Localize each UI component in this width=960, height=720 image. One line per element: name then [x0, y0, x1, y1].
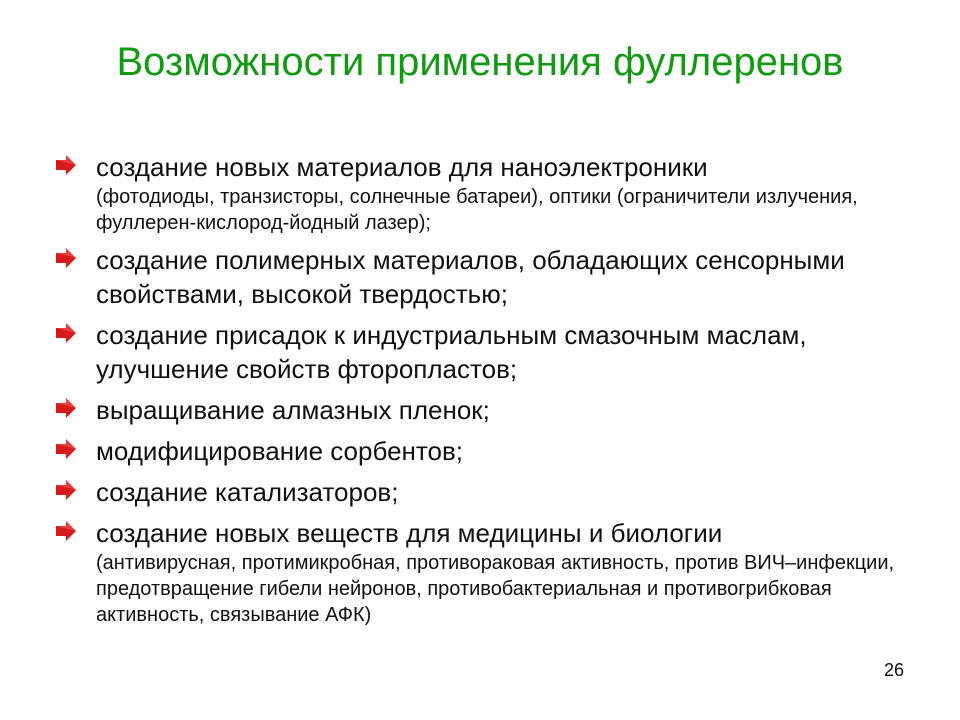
- item-main-text: создание катализаторов;: [96, 477, 399, 507]
- page-number: 26: [883, 660, 904, 680]
- item-main-text: создание новых веществ для медицины и биологии: [96, 518, 723, 548]
- list-item: [54, 516, 934, 628]
- list-item: [54, 475, 934, 509]
- red-arrow-bullet-icon: [54, 154, 78, 176]
- list-item: [54, 393, 934, 427]
- item-main-text: модифицирование сорбентов;: [96, 436, 463, 466]
- list-item: [54, 434, 934, 468]
- list-item: [54, 150, 934, 236]
- slide-title: Возможности применения фуллеренов: [116, 40, 844, 84]
- red-arrow-bullet-icon: [54, 479, 78, 501]
- item-main-text: создание присадок к индустриальным смазочным маслам, улучшение свойств фторопластов;: [96, 320, 807, 384]
- red-arrow-bullet-icon: [54, 520, 78, 542]
- bullet-list: [54, 150, 934, 635]
- red-arrow-bullet-icon: [54, 247, 78, 269]
- item-sub-text: (антивирусная, протимикробная, противораковая активность, против ВИЧ–инфекции, предотвращение гибели нейронов, противобактериальная и противогрибковая активность, связывание АФК): [96, 552, 895, 626]
- list-item: [54, 243, 934, 311]
- list-item: [54, 318, 934, 386]
- red-arrow-bullet-icon: [54, 397, 78, 419]
- red-arrow-bullet-icon: [54, 322, 78, 344]
- item-main-text: создание новых материалов для наноэлектроники: [96, 152, 708, 182]
- item-main-text: выращивание алмазных пленок;: [96, 395, 490, 425]
- item-main-text: создание полимерных материалов, обладающих сенсорными свойствами, высокой твердостью;: [96, 245, 845, 309]
- item-sub-text: (фотодиоды, транзисторы, солнечные батареи), оптики (ограничители излучения, фуллерен-кислород-йодный лазер);: [96, 186, 858, 234]
- red-arrow-bullet-icon: [54, 438, 78, 460]
